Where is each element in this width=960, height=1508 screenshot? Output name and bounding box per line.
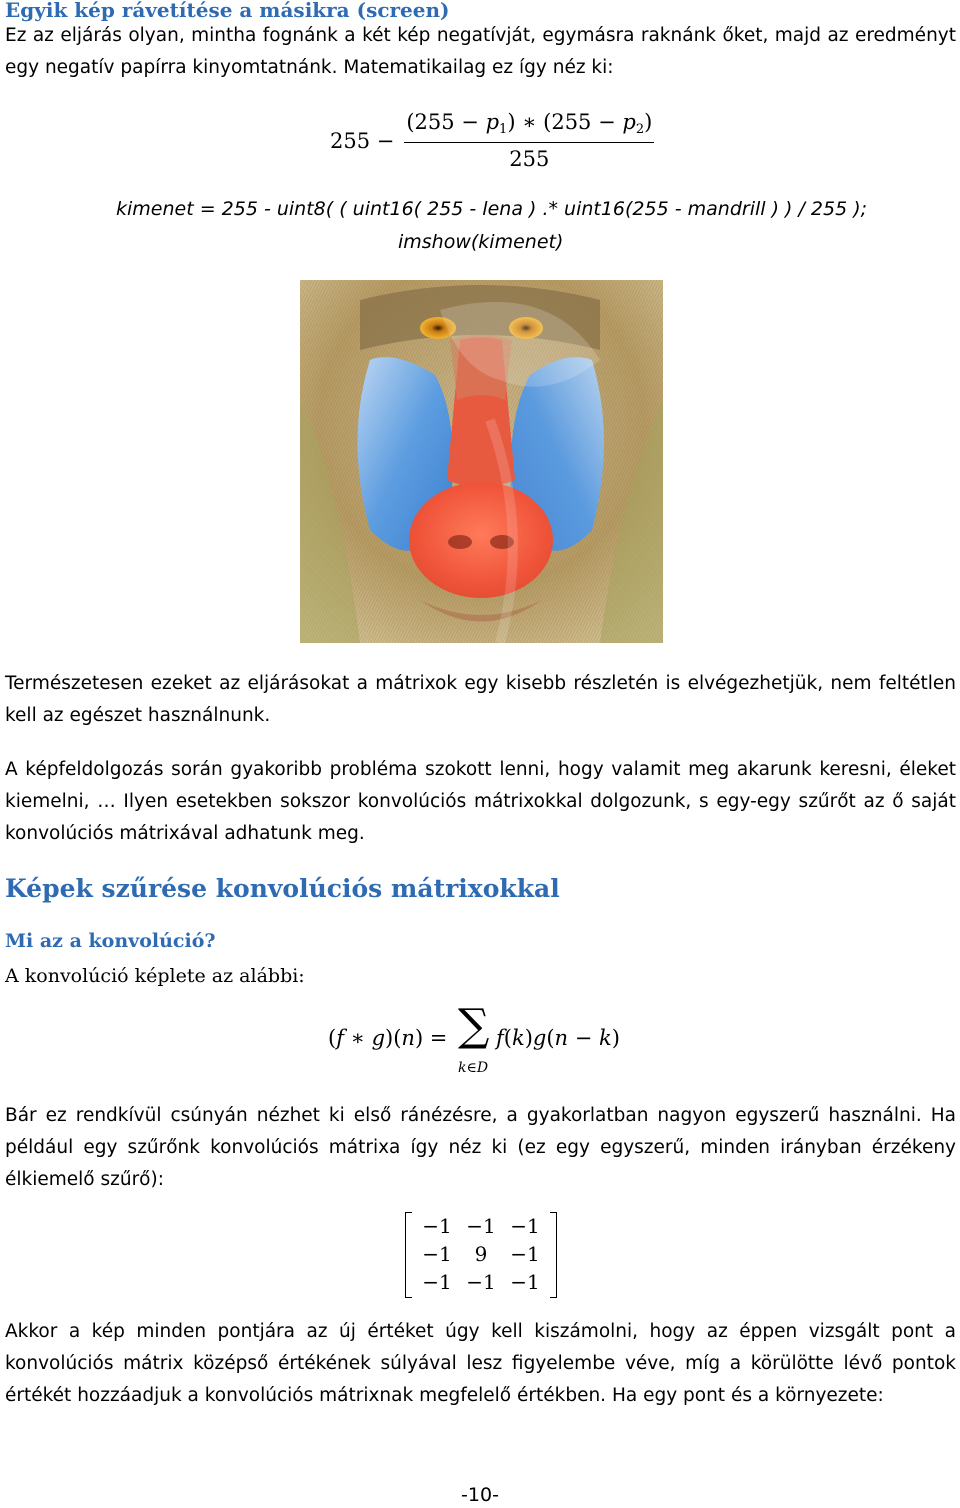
matrix-cell: −1: [466, 1214, 496, 1238]
page-number: -10-: [461, 1484, 499, 1506]
paragraph-screen-intro: Ez az eljárás olyan, mintha fognánk a két kép negatívját, egymásra raknánk őket, majd az eredményt egy negatív papírra kinyomtatnánk. Matematikailag ez így néz ki:: [5, 25, 956, 78]
convolution-lhs: (𝑓 ∗ 𝑔)(𝑛) =: [328, 1026, 448, 1050]
section-title-convolution-filters: Képek szűrése konvolúciós mátrixokkal: [5, 874, 560, 903]
mandrill-lena-image: [300, 280, 663, 643]
matrix-cell: −1: [422, 1214, 452, 1238]
paragraph-convolution-explanation: Akkor a kép minden pontjára az új értéket úgy kell kiszámolni, hogy az éppen vizsgált pont a konvolúciós mátrix középső értékének súlyával lesz figyelembe véve, míg a körülötte lévő pontok értékét hozzáadjuk a konvolúciós mátrixnak megfelelő értékben. Ha egy pont és a környezete:: [5, 1321, 956, 1406]
formula-denominator: 255: [509, 147, 550, 172]
matrix-cell: −1: [422, 1242, 452, 1266]
paragraph-convolution-formula-intro: A konvolúció képlete az alábbi:: [5, 965, 305, 987]
paragraph-image-processing: A képfeldolgozás során gyakoribb probléma szokott lenni, hogy valamit meg akarunk keresni, éleket kiemelni, … Ilyen esetekben sokszor konvolúciós mátrixokkal dolgozunk, s egy-egy szűrőt az ő saját konvolúciós mátrixával adhatunk meg.: [5, 759, 956, 844]
screen-blend-image: [300, 280, 663, 643]
formula-fraction: [404, 110, 654, 171]
formula-lhs: 255 −: [330, 128, 395, 153]
matrix-cell: −1: [466, 1270, 496, 1294]
formula-numerator: $(255 - p_1)$ ∗ $(255 - p_2)$: [406, 110, 653, 137]
matrix-left-bracket: [405, 1212, 412, 1298]
paragraph-partial-matrix: Természetesen ezeket az eljárásokat a mátrixok egy kisebb részletén is elvégezhetjük, nem feltétlen kell az egészet használnunk.: [5, 673, 956, 726]
section-title-screen: Egyik kép rávetítése a másikra (screen): [5, 0, 450, 22]
code-line-imshow: imshow(kimenet): [398, 231, 564, 253]
code-line-kimenet: kimenet = 255 - uint8( ( uint16( 255 - lena ) .* uint16(255 - mandrill ) ) / 255 );: [116, 198, 868, 220]
formula-screen: [330, 110, 654, 171]
sum-symbol: ∑: [458, 1000, 490, 1051]
matrix-grid: [415, 1212, 547, 1296]
matrix-right-bracket: [550, 1212, 557, 1298]
matrix-cell: −1: [422, 1270, 452, 1294]
matrix-cell: −1: [510, 1270, 540, 1294]
convolution-rhs: 𝑓(𝑘)𝑔(𝑛 − 𝑘): [496, 1026, 620, 1050]
formula-convolution: [328, 1000, 648, 1082]
matrix-cell: 9: [474, 1242, 488, 1266]
convolution-matrix: [405, 1212, 557, 1298]
sum-subscript: 𝑘∈𝐷: [458, 1060, 489, 1076]
paragraph-filter-example: Bár ez rendkívül csúnyán nézhet ki első ránézésre, a gyakorlatban nagyon egyszerű használni. Ha például egy szűrőnk konvolúciós mátrixa így néz ki (ez egy egyszerű, minden irányban érzékeny élkiemelő szűrő):: [5, 1105, 956, 1190]
matrix-cell: −1: [510, 1214, 540, 1238]
subsection-title-what-is-convolution: Mi az a konvolúció?: [5, 930, 216, 952]
matrix-cell: −1: [510, 1242, 540, 1266]
